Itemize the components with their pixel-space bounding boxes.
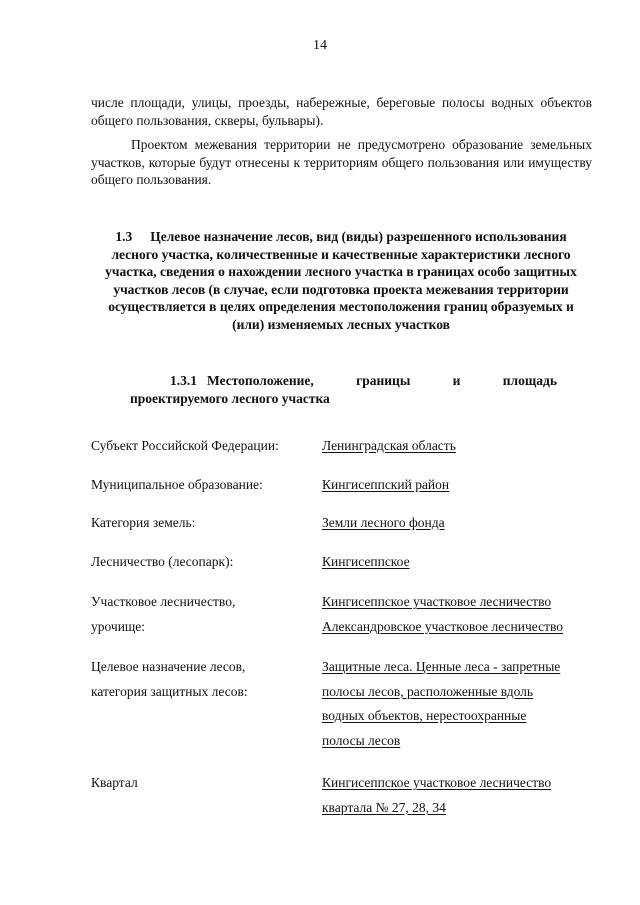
row-value: Кингисеппское [322, 554, 410, 569]
row-label: Квартал [91, 775, 138, 790]
row-label: Субъект Российской Федерации: [91, 438, 279, 453]
subsection-word-2: границы [356, 373, 411, 388]
row-label: Лесничество (лесопарк): [91, 554, 234, 569]
row-label: Целевое назначение лесов, категория защитных лесов: [91, 659, 248, 699]
section-heading [95, 228, 587, 334]
subsection-title-line2: проектируемого лесного участка [130, 390, 330, 406]
subsection-number: 1.3.1 [170, 373, 197, 388]
subsection-word-4: площадь [502, 373, 557, 388]
paragraph-2: Проектом межевания территории не предусмотрено образование земельных участков, которые будут отнесены к территориям общего пользования или имуществу общего пользования. [91, 137, 592, 187]
paragraph-1: числе площади, улицы, проезды, набережные, береговые полосы водных объектов общего пользования, скверы, бульвары). [91, 95, 592, 128]
row-value: Кингисеппское участковое лесничество квартала № 27, 28, 34 [322, 775, 552, 815]
row-value: Защитные леса. Ценные леса - запретные полосы лесов, расположенные вдоль водных объектов, нерестоохранные полосы лесов [322, 659, 561, 748]
row-label: Участковое лесничество, урочище: [91, 594, 236, 634]
subsection-title-line1 [130, 372, 557, 390]
subsection-word-3: и [452, 373, 461, 388]
row-value: Кингисеппское участковое лесничество Александровское участковое лесничество [322, 594, 564, 634]
section-number: 1.3 [115, 229, 133, 244]
section-title: Целевое назначение лесов, вид (виды) разрешенного использования лесного участка, количественные и качественные характеристики лесного участка, сведения о нахождении лесного участка в границах особо защитных участков лесов (в случае, если подготовка проекта межевания территории осуществляется в целях определения местоположения границ образуемых и (или) изменяемых лесных участков [105, 229, 577, 332]
row-label: Муниципальное образование: [91, 477, 263, 492]
row-label: Категория земель: [91, 515, 196, 530]
subsection-heading [130, 372, 557, 407]
row-value: Земли лесного фонда [322, 515, 445, 530]
row-value: Ленинградская область [322, 438, 456, 453]
row-value: Кингисеппский район [322, 477, 450, 492]
subsection-word-1: 1.3.1 Местоположение, [170, 373, 314, 388]
page-number: 14 [313, 38, 327, 53]
